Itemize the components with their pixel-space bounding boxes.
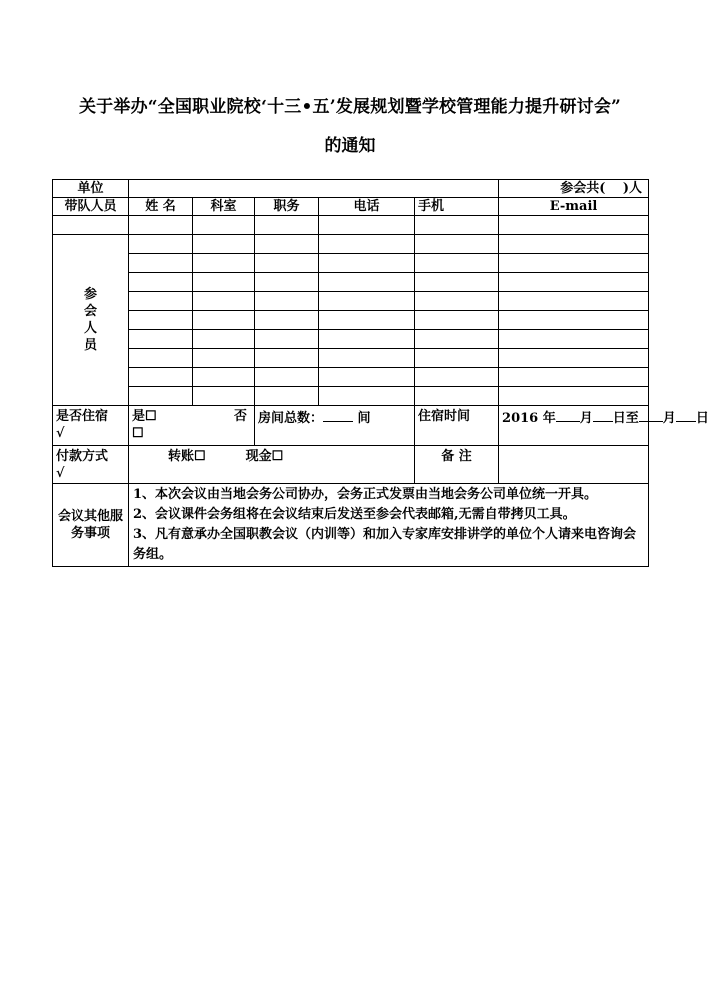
services-label: 会议其他服务事项 [53, 484, 129, 567]
participant-cell[interactable] [319, 254, 415, 273]
participant-cell[interactable] [255, 235, 319, 254]
participant-cell[interactable] [255, 330, 319, 349]
participant-cell[interactable] [129, 349, 193, 368]
participant-cell[interactable] [193, 254, 255, 273]
participant-cell[interactable] [193, 330, 255, 349]
participant-cell[interactable] [129, 311, 193, 330]
column-header-mobile: 手机 [415, 198, 499, 216]
unit-label: 单位 [53, 180, 129, 198]
participant-row [53, 330, 649, 349]
leader-label-cell [53, 216, 129, 235]
participant-cell[interactable] [499, 387, 649, 406]
leader-name-cell[interactable] [129, 216, 193, 235]
stay-dates-cell [499, 406, 709, 446]
room-count-blank[interactable] [323, 408, 353, 422]
leader-label: 带队人员 [53, 198, 129, 216]
stay-day-end: 日 [695, 411, 709, 426]
participant-cell[interactable] [319, 368, 415, 387]
participant-cell[interactable] [255, 311, 319, 330]
lodging-no-label: 否 [233, 409, 247, 424]
services-note: 3、凡有意承办全国职教会议（内训等）和加入专家库安排讲学的单位个人请来电咨询会务组。 [133, 527, 637, 562]
participant-cell[interactable] [255, 292, 319, 311]
participant-row [53, 235, 649, 254]
participants-label-char: 人 [83, 321, 97, 336]
participants-label-char: 员 [83, 338, 97, 353]
participant-row [53, 273, 649, 292]
lodging-yes-checkbox[interactable]: 是☐ [132, 409, 157, 424]
payment-label-cell [53, 446, 129, 484]
participant-cell[interactable] [129, 254, 193, 273]
stay-month-start-blank[interactable] [556, 408, 580, 422]
participant-cell[interactable] [415, 311, 499, 330]
stay-year: 2016 年 [502, 411, 556, 426]
participant-cell[interactable] [499, 235, 649, 254]
registration-form-table [52, 179, 709, 567]
participant-row [53, 368, 649, 387]
participant-cell[interactable] [415, 292, 499, 311]
participant-row [53, 292, 649, 311]
participant-cell[interactable] [129, 292, 193, 311]
participant-cell[interactable] [415, 368, 499, 387]
stay-month-end: 月 [662, 411, 676, 426]
payment-check-mark: √ [56, 465, 65, 481]
participant-cell[interactable] [255, 273, 319, 292]
lodging-yes-no-cell [129, 406, 255, 446]
lodging-label: 是否住宿 [56, 409, 109, 424]
attendee-total-label[interactable]: 参会共( )人 [499, 180, 649, 198]
participant-cell[interactable] [499, 330, 649, 349]
unit-input-cell[interactable] [129, 180, 499, 198]
participant-cell[interactable] [129, 273, 193, 292]
lodging-no-checkbox[interactable]: ☐ [132, 426, 144, 441]
room-count-cell [255, 406, 415, 446]
stay-day-end-blank[interactable] [676, 408, 696, 422]
participant-cell[interactable] [255, 349, 319, 368]
participant-cell[interactable] [193, 235, 255, 254]
participant-cell[interactable] [319, 387, 415, 406]
participant-cell[interactable] [319, 311, 415, 330]
lodging-label-cell [53, 406, 129, 446]
participant-cell[interactable] [193, 311, 255, 330]
participant-cell[interactable] [499, 273, 649, 292]
leader-department-cell[interactable] [193, 216, 255, 235]
unit-row [53, 180, 649, 198]
participant-cell[interactable] [255, 254, 319, 273]
stay-month-start: 月 [579, 411, 593, 426]
participant-cell[interactable] [255, 368, 319, 387]
participant-cell[interactable] [499, 368, 649, 387]
remarks-input-cell[interactable] [499, 446, 649, 484]
participant-cell[interactable] [193, 273, 255, 292]
column-header-department: 科室 [193, 198, 255, 216]
participant-cell[interactable] [319, 292, 415, 311]
participant-cell[interactable] [499, 349, 649, 368]
participants-label [53, 235, 129, 406]
participant-cell[interactable] [129, 330, 193, 349]
participant-cell[interactable] [193, 349, 255, 368]
stay-day-start: 日至 [612, 411, 639, 426]
stay-time-label: 住宿时间 [415, 406, 499, 446]
transfer-checkbox[interactable]: 转账☐ [168, 449, 206, 464]
stay-month-end-blank[interactable] [639, 408, 663, 422]
participant-cell[interactable] [499, 311, 649, 330]
participant-cell[interactable] [415, 387, 499, 406]
participant-cell[interactable] [415, 330, 499, 349]
services-note: 1、本次会议由当地会务公司协办，会务正式发票由当地会务公司单位统一开具。 [133, 487, 598, 502]
column-header-position: 职务 [255, 198, 319, 216]
participant-cell[interactable] [319, 349, 415, 368]
participants-label-char: 参 [83, 287, 97, 302]
participant-cell[interactable] [499, 292, 649, 311]
room-count-unit: 间 [357, 411, 371, 426]
leader-mobile-cell[interactable] [415, 216, 499, 235]
participant-row [53, 387, 649, 406]
lodging-check-mark: √ [56, 426, 65, 441]
leader-entry-row [53, 216, 649, 235]
participant-cell[interactable] [193, 387, 255, 406]
document-title-line2: 的通知 [324, 136, 376, 156]
remarks-label: 备 注 [415, 446, 499, 484]
participant-cell[interactable] [193, 292, 255, 311]
column-header-phone: 电话 [319, 198, 415, 216]
participant-cell[interactable] [319, 330, 415, 349]
document-title-line1: 关于举办“全国职业院校‘十三•五’发展规划暨学校管理能力提升研讨会” [78, 97, 622, 117]
leader-phone-cell[interactable] [319, 216, 415, 235]
participant-cell[interactable] [255, 387, 319, 406]
lodging-row [53, 406, 649, 446]
column-header-name: 姓 名 [129, 198, 193, 216]
services-notes-cell [129, 484, 649, 567]
participant-cell[interactable] [129, 387, 193, 406]
participant-cell[interactable] [319, 235, 415, 254]
participant-cell[interactable] [499, 254, 649, 273]
participant-row [53, 349, 649, 368]
leader-email-cell[interactable] [499, 216, 649, 235]
participant-cell[interactable] [129, 368, 193, 387]
cash-checkbox[interactable]: 现金☐ [245, 449, 284, 464]
participant-row [53, 254, 649, 273]
participant-cell[interactable] [415, 235, 499, 254]
payment-row [53, 446, 649, 484]
room-count-label: 房间总数： [258, 411, 324, 426]
participant-cell[interactable] [415, 254, 499, 273]
participant-row [53, 311, 649, 330]
participant-cell[interactable] [193, 368, 255, 387]
leader-position-cell[interactable] [255, 216, 319, 235]
participant-cell[interactable] [415, 273, 499, 292]
leader-header-row [53, 198, 649, 216]
payment-options-cell [129, 446, 415, 484]
column-header-email: E-mail [499, 198, 649, 216]
services-row [53, 484, 649, 567]
participants-label-char: 会 [83, 304, 97, 319]
stay-day-start-blank[interactable] [593, 408, 613, 422]
participant-cell[interactable] [319, 273, 415, 292]
payment-label: 付款方式 [56, 448, 109, 464]
participant-cell[interactable] [415, 349, 499, 368]
participant-cell[interactable] [129, 235, 193, 254]
services-note: 2、会议课件会务组将在会议结束后发送至参会代表邮箱,无需自带拷贝工具。 [133, 507, 576, 522]
